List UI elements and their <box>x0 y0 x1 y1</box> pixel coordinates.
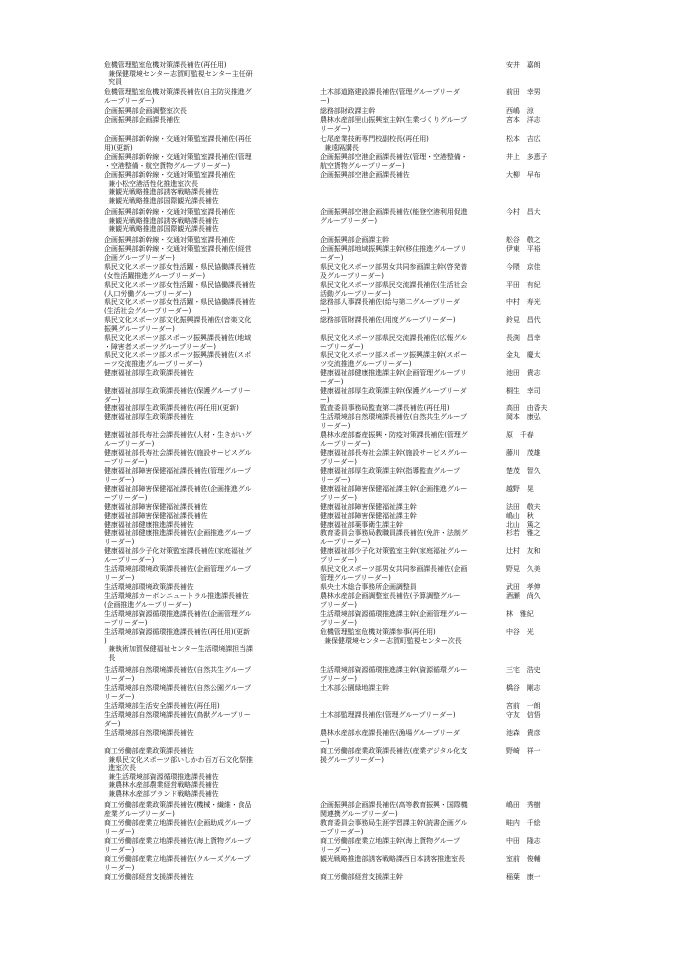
new-position-cell: 商工労働部産業立地課長補佐(海上貨物グループ リーダー) <box>104 837 251 854</box>
new-position-cell: 生活環境部自然環境課長補佐(自然共生グループ リーダー) <box>104 666 251 683</box>
new-position-cell: 健康福祉部長寿社会課長補佐(施設サービスグル ープリーダー) <box>104 449 252 466</box>
new-position-cell: 危機管理監室危機対策課長補佐(再任用) 兼保健環境センター志賀町監視センター主任研 究員 <box>104 61 253 87</box>
former-position-cell: 県央土木総合事務所企画調整員 <box>320 583 417 591</box>
person-name-cell: 高田 由香夫 <box>506 404 548 412</box>
new-position-cell: 企画振興部新幹線・交通対策監室課長補佐(経営 企画グループリーダー) <box>104 245 252 262</box>
former-position-cell: 商工労働部産業立地課主幹(海上貨物グループ リーダー) <box>320 837 461 854</box>
person-name-cell: 橋谷 剛志 <box>506 684 541 692</box>
former-position-cell: 県民文化スポーツ部県民交流課長補佐(広報グル ープリーダー) <box>320 334 468 351</box>
former-position-cell: 県民文化スポーツ部男女共同参画課長補佐(企画 管理グループリーダー) <box>320 565 468 582</box>
new-position-cell: 健康福祉部少子化対策監室課長補佐(家庭福祉グ ループリーダー) <box>104 547 252 564</box>
person-name-cell: 中村 寿光 <box>506 298 541 306</box>
person-name-cell: 楚茂 智久 <box>506 467 541 475</box>
new-position-cell: 健康福祉部厚生政策課長補佐 <box>104 369 194 377</box>
new-position-cell: 健康福祉部厚生政策課長補佐(再任用)(更新) <box>104 404 239 412</box>
former-position-cell: 教育委員会事務局教職員課長補佐(免許・法制グ ループリーダー) <box>320 529 468 546</box>
person-name-cell: 今隈 京佳 <box>506 263 541 271</box>
new-position-cell: 商工労働部産業立地課長補佐(企画助成グループ リーダー) <box>104 819 251 836</box>
new-position-cell: 健康福祉部健康推進課長補佐(企画推進グループ リーダー) <box>104 529 251 546</box>
person-name-cell: 法田 敬夫 <box>506 503 541 511</box>
former-position-cell: 農林水産部畜産振興・防疫対策課長補佐(管理グ ループリーダー) <box>320 431 468 448</box>
new-position-cell: 生活環境部自然環境課長補佐(鳥獣グループリー ダー) <box>104 711 251 728</box>
person-name-cell: 野見 久美 <box>506 565 541 573</box>
new-position-cell: 企画振興部新幹線・交通対策監室課長補佐 兼観光戦略推進部誘客戦略課長補佐 兼観光戦略推進部国際観光課長補佐 <box>104 208 236 234</box>
former-position-cell: 健康福祉部障害保健福祉課主幹 <box>320 503 417 511</box>
former-position-cell: 生活環境部自然環境課長補佐(自然共生グループ リーダー) <box>320 413 467 430</box>
new-position-cell: 健康福祉部長寿社会課長補佐(人材・生きがいグ ループリーダー) <box>104 431 252 448</box>
person-name-cell: 舩谷 敬之 <box>506 236 541 244</box>
person-name-cell: 井上 多恵子 <box>506 153 548 161</box>
person-name-cell: 伊東 平裕 <box>506 245 541 253</box>
former-position-cell: 七尾産業技術専門校副校長(再任用) 兼遠隔講長 <box>320 135 429 152</box>
new-position-cell: 県民文化スポーツ部女性活躍・県民協働課長補佐 (人口労働グループリーダー) <box>104 281 256 298</box>
person-name-cell: 大柳 早布 <box>506 171 541 179</box>
person-name-cell: 越野 晃 <box>506 485 534 493</box>
former-position-cell: 県民文化スポーツ部県民交流課長補佐(生活社会 活動グループリーダー) <box>320 281 468 298</box>
person-name-cell: 長渕 昌幸 <box>506 334 541 342</box>
new-position-cell: 県民文化スポーツ部女性活躍・県民協働課長補佐 (生活社会グループリーダー) <box>104 298 256 315</box>
former-position-cell: 健康福祉部厚生政策課主幹(指導監査グループ リーダー) <box>320 467 461 484</box>
former-position-cell: 教育委員会事務局生涯学習課主幹(読書企画グル ープリーダー) <box>320 819 468 836</box>
former-position-cell: 企画振興部企画課主幹 <box>320 236 389 244</box>
person-name-cell: 酒瀬 尚久 <box>506 592 541 600</box>
former-position-cell: 県民文化スポーツ部男女共同参画課主幹(啓発普 及グループリーダー) <box>320 263 468 280</box>
new-position-cell: 生活環境部資源循環推進課長補佐(企画管理グル ープリーダー) <box>104 610 252 627</box>
former-position-cell: 健康福祉部健康推進課主幹(企画管理グループリ ーダー) <box>320 369 467 386</box>
former-position-cell: 土木部道路建設課長補佐(管理グループリーダ ー) <box>320 88 460 105</box>
former-position-cell: 企画振興部空港企画課長補佐 <box>320 171 410 179</box>
former-position-cell: 商工労働部産業政策課長補佐(産業デジタル化支 援グループリーダー) <box>320 747 468 764</box>
new-position-cell: 企画振興部企画調整室次長 <box>104 107 187 115</box>
person-name-cell: 野崎 祥一 <box>506 747 541 755</box>
person-name-cell: 金丸 慶太 <box>506 351 541 359</box>
person-name-cell: 宮本 洋志 <box>506 116 541 124</box>
person-name-cell: 林 雅紀 <box>506 610 534 618</box>
former-position-cell: 監査委員事務局監査第二課長補佐(再任用) <box>320 404 450 412</box>
former-position-cell: 総務部管財課長補佐(用度グループリーダー) <box>320 316 456 324</box>
person-name-cell: 桐生 幸司 <box>506 387 541 395</box>
former-position-cell: 企画振興部空港企画課長補佐(能登空港利用促進 グループリーダー) <box>320 208 468 225</box>
person-name-cell: 前田 幸男 <box>506 88 541 96</box>
person-name-cell: 稲葉 康一 <box>506 873 541 881</box>
former-position-cell: 土木部公園緑地課主幹 <box>320 684 389 692</box>
person-name-cell: 宮前 一朗 <box>506 702 541 710</box>
person-name-cell: 武田 孝伸 <box>506 583 541 591</box>
person-name-cell: 北山 篤之 <box>506 521 541 529</box>
person-name-cell: 安井 嘉朗 <box>506 61 541 69</box>
new-position-cell: 県民文化スポーツ部文化振興課長補佐(音楽文化 振興グループリーダー) <box>104 316 252 333</box>
former-position-cell: 生活環境部資源循環推進課主幹(資源循環グルー プリーダー) <box>320 666 468 683</box>
new-position-cell: 企画振興部新幹線・交通対策監室課長補佐 <box>104 236 236 244</box>
person-name-cell: 中谷 光 <box>506 628 534 636</box>
former-position-cell: 農林水産部里山振興室主幹(生業づくりグループ リーダー) <box>320 116 467 133</box>
person-name-cell: 藤川 茂雄 <box>506 449 541 457</box>
person-name-cell: 西嶋 涼 <box>506 107 534 115</box>
person-name-cell: 原 千春 <box>506 431 534 439</box>
new-position-cell: 県民文化スポーツ部スポーツ振興課長補佐(スポ ーツ交流推進グループリーダー) <box>104 351 251 368</box>
person-name-cell: 嶋田 秀樹 <box>506 801 541 809</box>
new-position-cell: 商工労働部産業政策課長補佐 兼県民文化スポーツ部いしかわ百万石文化祭推 進室次長 兼生活環境部資源循環推進課長補佐 兼農林水産部農業経営戦略課長補佐 兼農林水産部ブランド戦略課長補佐 <box>104 747 253 798</box>
person-name-cell: 池森 貴彦 <box>506 729 541 737</box>
new-position-cell: 健康福祉部障害保健福祉課長補佐 <box>104 503 208 511</box>
new-position-cell: 企画振興部企画課長補佐 <box>104 116 180 124</box>
new-position-cell: 生活環境部環境政策課長補佐(企画管理グループ リーダー) <box>104 565 251 582</box>
new-position-cell: 健康福祉部障害保健福祉課長補佐(企画推進グル ープリーダー) <box>104 485 252 502</box>
new-position-cell: 生活環境部環境政策課長補佐 <box>104 583 194 591</box>
person-name-cell: 中田 隆志 <box>506 837 541 845</box>
new-position-cell: 企画振興部新幹線・交通対策監室課長補佐(再任 用)(更新) <box>104 135 252 152</box>
former-position-cell: 企画振興部企画課長補佐(高等教育振興・国際機 関連携グループリーダー) <box>320 801 468 818</box>
former-position-cell: 県民文化スポーツ部スポーツ振興課主幹(スポー ツ交流推進グループリーダー) <box>320 351 467 368</box>
former-position-cell: 企画振興部空港企画課長補佐(管理・空港整備・ 航空貨物グループリーダー) <box>320 153 468 170</box>
person-name-cell: 岡本 康弘 <box>506 413 541 421</box>
new-position-cell: 生活環境部カーボンニュートラル推進課長補佐 (企画推進グループリーダー) <box>104 592 249 609</box>
new-position-cell: 生活環境部生活安全課長補佐(再任用) <box>104 702 220 710</box>
new-position-cell: 生活環境部自然環境課長補佐 <box>104 729 194 737</box>
former-position-cell: 総務部財政課主幹 <box>320 107 376 115</box>
new-position-cell: 健康福祉部健康推進課長補佐 <box>104 521 194 529</box>
new-position-cell: 企画振興部新幹線・交通対策監室課長補佐(管理 ・空港整備・航空貨物グループリーダー) <box>104 153 252 170</box>
person-name-cell: 室前 俊輔 <box>506 855 541 863</box>
former-position-cell: 健康福祉部少子化対策監室主幹(家庭福祉グルー プリーダー) <box>320 547 468 564</box>
new-position-cell: 生活環境部資源循環推進課長補佐(再任用)(更新 ) 兼執術加賀保健福祉センター生活環境課担当課 長 <box>104 628 253 662</box>
former-position-cell: 総務部人事課長補佐(給与第二グループリーダ ー) <box>320 298 460 315</box>
former-position-cell: 観光戦略推進部誘客戦略課西日本誘客推進室長 <box>320 855 465 863</box>
new-position-cell: 健康福祉部厚生政策課長補佐 <box>104 413 194 421</box>
former-position-cell: 危機管理監室危機対策課参事(再任用) 兼保健環境センター志賀町監視センター次長 <box>320 628 462 645</box>
former-position-cell: 農林水産部企画調整室長補佐(予算調整グルー プリーダー) <box>320 592 461 609</box>
new-position-cell: 健康福祉部障害保健福祉課長補佐 <box>104 512 208 520</box>
new-position-cell: 商工労働部経営支援課長補佐 <box>104 873 194 881</box>
person-name-cell: 守友 信悟 <box>506 711 541 719</box>
person-name-cell: 畦内 千絵 <box>506 819 541 827</box>
new-position-cell: 商工労働部産業政策課長補佐(機械・繊維・食品 産業グループリーダー) <box>104 801 252 818</box>
person-name-cell: 三宅 浩史 <box>506 666 541 674</box>
new-position-cell: 健康福祉部厚生政策課長補佐(保護グループリー ダー) <box>104 387 251 404</box>
former-position-cell: 生活環境部資源循環推進課主幹(企画管理グルー プリーダー) <box>320 610 468 627</box>
person-name-cell: 松本 吉広 <box>506 135 541 143</box>
person-name-cell: 池田 貴志 <box>506 369 541 377</box>
former-position-cell: 健康福祉部長寿社会課主幹(施設サービスグルー プリーダー) <box>320 449 468 466</box>
new-position-cell: 企画振興部新幹線・交通対策監室課長補佐 兼小松空港活性化推進室次長 兼観光戦略推進部誘客戦略課長補佐 兼観光戦略推進部国際観光課長補佐 <box>104 171 236 205</box>
new-position-cell: 健康福祉部障害保健福祉課長補佐(管理グループ リーダー) <box>104 467 251 484</box>
former-position-cell: 健康福祉部障害保健福祉課主幹 <box>320 512 417 520</box>
former-position-cell: 企画振興部地域振興課主幹(移住推進グループリ ーダー) <box>320 245 467 262</box>
person-name-cell: 今村 昌大 <box>506 208 541 216</box>
person-name-cell: 鈴見 昌代 <box>506 316 541 324</box>
person-name-cell: 平田 有紀 <box>506 281 541 289</box>
person-name-cell: 杉若 雅之 <box>506 529 541 537</box>
person-name-cell: 嶋山 秋 <box>506 512 534 520</box>
new-position-cell: 生活環境部自然環境課長補佐(自然公園グループ リーダー) <box>104 684 251 701</box>
former-position-cell: 土木部監理課長補佐(管理グループリーダー) <box>320 711 456 719</box>
former-position-cell: 健康福祉部障害保健福祉課主幹(企画推進グルー プリーダー) <box>320 485 468 502</box>
former-position-cell: 健康福祉部厚生政策課主幹(保護グループリーダ ー) <box>320 387 467 404</box>
former-position-cell: 商工労働部経営支援課主幹 <box>320 873 403 881</box>
former-position-cell: 健康福祉部薬事衛生課主幹 <box>320 521 403 529</box>
new-position-cell: 県民文化スポーツ部女性活躍・県民協働課長補佐 (女性活躍推進グループリーダー) <box>104 263 256 280</box>
new-position-cell: 商工労働部産業立地課長補佐(クルーズグループ リーダー) <box>104 855 251 872</box>
new-position-cell: 危機管理監室危機対策課長補佐(自主防災推進グ ループリーダー) <box>104 88 252 105</box>
new-position-cell: 県民文化スポーツ部スポーツ振興課長補佐(地域 ・障害者スポーツグループリーダー) <box>104 334 251 351</box>
former-position-cell: 農林水産部水産課長補佐(漁場グループリーダ ー) <box>320 729 460 746</box>
person-name-cell: 辻村 友和 <box>506 547 541 555</box>
